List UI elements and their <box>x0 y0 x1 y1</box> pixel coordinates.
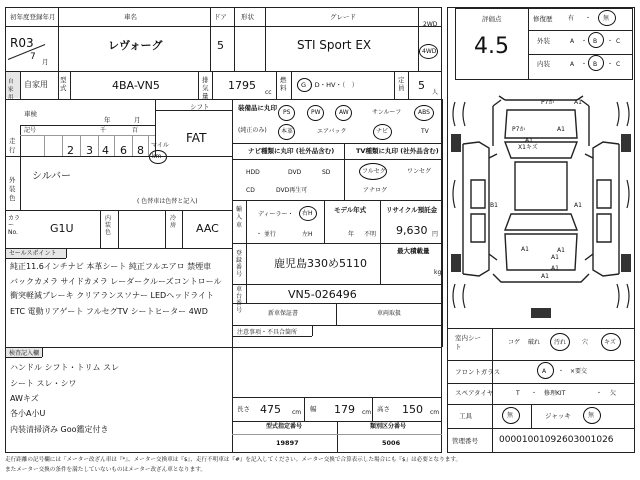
mileage-digit-5: 8 <box>137 144 144 157</box>
left-hand-label: 左H <box>302 231 313 238</box>
door-label: ドア <box>214 13 227 21</box>
note-line-4: 各小A小U <box>10 409 46 418</box>
spare-tire-label: スペアタイヤ <box>455 389 494 397</box>
tools-none: 無 <box>507 412 514 419</box>
score-value: 4.5 <box>474 34 509 59</box>
navi-sd: SD <box>322 169 331 176</box>
equip-leather: 本革 <box>281 128 294 135</box>
jack-label: ジャッキ <box>545 412 571 420</box>
category-number: 5006 <box>382 439 401 447</box>
drive-2wd-label: 2WD <box>423 21 438 28</box>
damage-a1-2: A1 <box>557 126 565 133</box>
tv-analog: アナログ <box>363 187 388 194</box>
drive-4wd-label: 4WD <box>422 48 437 55</box>
height-label: 高さ <box>377 405 390 413</box>
navi-dvd: DVD <box>288 169 302 176</box>
damage-a1-4: A1 <box>574 202 582 209</box>
score-label: 評価点 <box>482 15 502 23</box>
int-grade-b: B <box>593 61 598 68</box>
jack-none: 無 <box>588 412 595 419</box>
glass-replace: ×要交 <box>570 368 588 375</box>
footer-note-1: 走行距離の記号欄には「メーター改ざん車は『*』、メーター交換車は『$』、走行不明車は『#』を記入してください。メーター交換で合算表示した場合にも『$』は必要となります。 <box>5 457 462 463</box>
mile-unit: マイル <box>151 142 169 149</box>
category-label: 類別区分番号 <box>370 423 407 430</box>
ac-label: 冷房 <box>170 215 177 229</box>
note-line-1: ハンドル シフト・トリム スレ <box>10 363 120 372</box>
equip-airbag: エアバック <box>317 128 347 135</box>
damage-a1-5: A1 <box>521 246 529 253</box>
capacity: 5 <box>418 79 425 92</box>
equipment-sublabel: (純正のみ) <box>238 127 267 134</box>
mileage-label: 走行 <box>9 137 16 154</box>
plate-label: 登録番号 <box>236 250 243 278</box>
import-label: 輸入車 <box>236 206 243 229</box>
sales-point-label: セールスポイント <box>9 250 57 257</box>
sheet-scratch: キズ <box>604 339 616 346</box>
first-registration-label: 初年度登録年月 <box>10 13 56 21</box>
int-grade-c: C <box>616 61 621 68</box>
car-name-label: 車名 <box>124 13 137 21</box>
registration-month: 7 <box>30 52 36 62</box>
spare-repair-kit: 修理KIT <box>544 390 566 397</box>
type-approval-number: 19897 <box>276 439 299 447</box>
width-label: 幅 <box>310 405 317 413</box>
capacity-unit: 人 <box>432 89 439 96</box>
grade-value: STI Sport EX <box>297 38 372 52</box>
equip-aw: AW <box>339 109 349 116</box>
shape-label: 形状 <box>241 13 254 21</box>
plate-number: 鹿児島330め5110 <box>274 257 367 270</box>
equip-pw: PW <box>311 109 321 116</box>
mileage-digit-1: 2 <box>67 144 74 157</box>
navi-type-label: ナビ種類に丸印 (社外品含む) <box>248 147 335 155</box>
front-glass-label: フロントガラス <box>455 368 501 376</box>
inspector-notes-label: 検査記入欄 <box>9 350 40 357</box>
km-unit: km <box>152 153 162 160</box>
car-damage-diagram <box>449 84 633 328</box>
dealer-label: ディーラー・ <box>258 211 294 218</box>
capacity-label: 定員 <box>398 76 405 92</box>
equip-sunroof: サンルーフ <box>372 109 402 116</box>
width-unit: cm <box>362 409 372 416</box>
damage-a1-8: A1 <box>551 265 559 272</box>
equip-navi: ナビ <box>376 128 389 135</box>
chassis-number: VN5-026496 <box>288 288 357 301</box>
width-value: 179 <box>334 403 355 416</box>
damage-p2-2: P7か <box>512 126 526 133</box>
repair-label: 修復歴 <box>533 15 553 23</box>
spare-dot-1: ・ <box>531 390 538 397</box>
navi-hdd: HDD <box>246 169 260 176</box>
navi-cd: CD <box>246 187 255 194</box>
sheet-dirt: 汚れ <box>554 339 567 346</box>
color-code: G1U <box>50 222 74 235</box>
fuel-options: G ・D・HV・（ ） <box>301 81 359 89</box>
length-unit: cm <box>292 409 302 416</box>
repair-none: 無 <box>603 15 610 22</box>
type-approval-label: 型式指定番号 <box>266 423 303 430</box>
tools-label: 工具 <box>459 412 472 420</box>
note-line-2: シート スレ・シワ <box>10 379 77 388</box>
sheet-dirty-small: コゲ <box>508 339 521 346</box>
door-count: 5 <box>217 39 224 52</box>
int-grade-a: A <box>570 61 575 68</box>
control-number: 00001001092603001026 <box>499 435 614 445</box>
spare-dot-2: ・ <box>596 390 603 397</box>
mileage-digit-4: 6 <box>120 144 127 157</box>
displacement-label: 排気量 <box>202 76 209 100</box>
glass-dot: ・ <box>558 368 565 375</box>
tv-fullseg: フルセグ <box>362 168 386 175</box>
chassis-label: 車台番号 <box>236 286 243 314</box>
exterior-color-label: 外装色 <box>9 176 16 202</box>
interior-grade-label: 内装 <box>537 60 550 68</box>
recycle-label: リサイクル預託金 <box>386 206 438 214</box>
caution-label: 注意事項・不具合箇所 <box>237 329 298 336</box>
length-value: 475 <box>260 403 281 416</box>
note-line-5: 内装清掃済み Goo鑑定付き <box>10 425 109 434</box>
sheet-hole: 穴 <box>582 339 589 346</box>
model-code: 4BA-VN5 <box>112 79 160 92</box>
sales-line-2: バックカメラ サイドカメラ レーダークルーズコントロール <box>10 277 222 286</box>
footer-note-2: またメーター交換の条件を満たしていないものはメーター改ざん車となります。 <box>5 467 206 473</box>
year-label: 年 <box>104 116 111 124</box>
equip-abs: ABS <box>418 109 430 116</box>
equipment-label: 装備品に丸印 <box>238 104 277 112</box>
height-unit: cm <box>430 409 440 416</box>
sales-line-4: ETC 電動リアゲート フルセグTV シートヒーター 4WD <box>10 307 208 316</box>
exterior-color-value: シルバー <box>32 171 72 182</box>
height-value: 150 <box>402 403 423 416</box>
interior-sheet-label: 室内シート <box>455 334 481 351</box>
month-label: 月 <box>134 116 141 124</box>
repair-dot: ・ <box>585 15 592 22</box>
ext-grade-b: B <box>593 38 598 45</box>
shift-label: シフト <box>190 103 210 111</box>
cc-unit: cc <box>265 89 272 96</box>
damage-b1: B1 <box>490 202 498 209</box>
mileage-unit-header: 百 <box>132 127 139 134</box>
model-year-unknown: 不明 <box>364 231 377 238</box>
damage-x1-b: X1キズ <box>518 144 538 151</box>
color-no-label: カラーNo. <box>8 215 21 236</box>
interior-label: 内装色 <box>105 215 112 236</box>
displacement: 1795 <box>228 79 256 92</box>
use-value: 自家用 <box>24 80 48 89</box>
sales-line-1: 純正11.6インチナビ 本革シート 純正フルエアロ 禁煙車 <box>10 262 212 271</box>
month-unit: 月 <box>42 58 49 66</box>
equip-ps: PS <box>283 109 291 116</box>
int-dot-2: ・ <box>607 61 614 68</box>
color-change-note: ( 色替車は色替と記入) <box>137 198 198 205</box>
ext-grade-c: C <box>616 38 621 45</box>
use-label: 自家用 <box>8 79 14 101</box>
model-year-label: モデル年式 <box>334 206 367 214</box>
mileage-thousand-header: 千 <box>100 127 107 134</box>
int-dot-1: ・ <box>581 61 588 68</box>
ext-dot-1: ・ <box>581 38 588 45</box>
ac-value: AAC <box>196 222 219 235</box>
damage-a1-9: A1 <box>541 273 549 280</box>
model-label: 型式 <box>60 76 67 92</box>
damage-a1-7: A1 <box>551 254 559 261</box>
new-car-warranty-label: 新車保証書 <box>268 310 299 317</box>
registration-year: R03 <box>10 36 34 50</box>
mileage-digit-header: 記号 <box>24 127 37 134</box>
damage-a1-6: A1 <box>557 247 565 254</box>
control-number-label: 管理番号 <box>452 437 478 445</box>
inspection-label: 車検 <box>24 110 37 118</box>
vehicle-history-label: 車両取扱 <box>377 310 402 317</box>
damage-p2: P7か <box>541 99 555 106</box>
spare-t: T <box>516 390 520 397</box>
yen-unit: 円 <box>432 231 439 238</box>
exterior-grade-label: 外装 <box>537 37 550 45</box>
ext-grade-a: A <box>570 38 575 45</box>
grade-label: グレード <box>330 13 356 21</box>
equip-tv: TV <box>421 128 429 135</box>
tv-type-label: TV種類に丸印 (社外品含む) <box>356 147 439 155</box>
car-name: レヴォーグ <box>108 39 163 52</box>
sheet-torn: 破れ <box>528 339 541 346</box>
ext-dot-2: ・ <box>607 38 614 45</box>
kg-unit: kg <box>434 269 442 276</box>
mileage-digit-3: 4 <box>102 144 109 157</box>
recycle-amount: 9,630 <box>396 224 428 237</box>
mileage-digit-2: 3 <box>86 144 93 157</box>
damage-a1-3: A1 <box>525 137 533 144</box>
note-line-3: AWキズ <box>10 394 39 403</box>
right-hand-label: 右H <box>302 210 313 217</box>
spare-missing: 欠 <box>610 390 617 397</box>
parallel-label: ・ 並行 <box>256 231 276 238</box>
glass-a: A <box>542 368 547 375</box>
length-label: 長さ <box>237 405 250 413</box>
tv-oneseg: ワンセグ <box>407 168 432 175</box>
model-year-unit: 年 <box>348 231 355 238</box>
repair-yes: 有 <box>568 15 575 22</box>
max-load-label: 最大積載量 <box>397 247 430 255</box>
sales-line-3: 衝突軽減ブレーキ クリアランスソナー LEDヘッドライト <box>10 291 214 300</box>
fuel-label: 燃料 <box>280 76 287 92</box>
navi-dvd-play: DVD再生可 <box>276 187 308 194</box>
shift-value: FAT <box>186 131 207 145</box>
damage-a1-1: A1 <box>574 99 582 106</box>
